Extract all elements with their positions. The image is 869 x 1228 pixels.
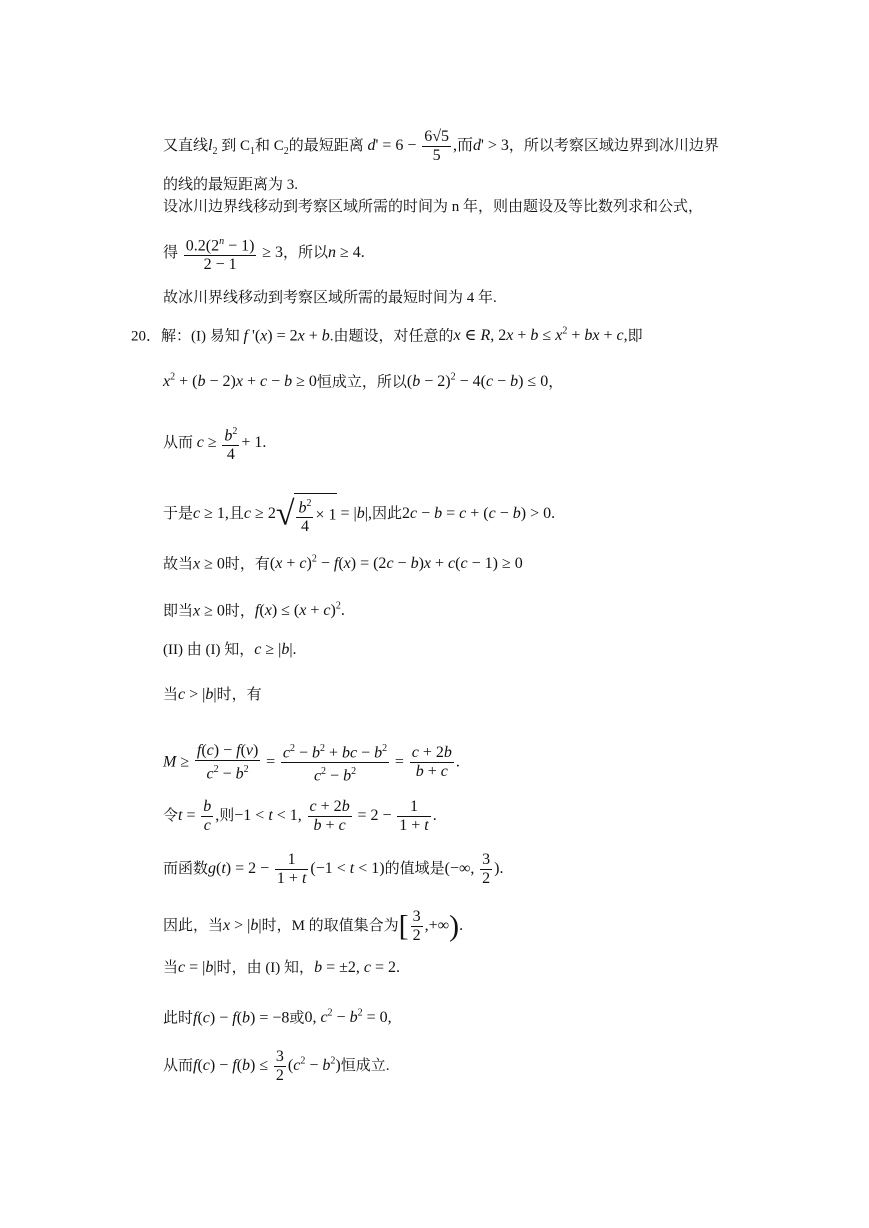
line-15: 令t = $\frac{b}{c}$ ,则−1 < t < 1, $\frac{c + 2b}{b + c}$ = 2 − $\frac{1}{1 + t}$ .: [163, 798, 437, 834]
math-formula: c = |b|: [178, 959, 217, 976]
math-formula: ,+∞: [424, 916, 450, 934]
math-formula: x ≥ 0: [193, 602, 225, 620]
text-segment: 故冰川界线移动到考察区域所需的最短时间为 4 年.: [163, 290, 497, 306]
math-formula: f(c) − f(b) ≤: [193, 1056, 269, 1074]
math-formula: −1 < t < 1,: [234, 806, 302, 824]
math-bracket: ): [449, 909, 460, 943]
text-segment: 即当: [163, 603, 194, 620]
math-fraction: $\frac{f(c) - f(v)}{c^2 - b^2}$: [196, 742, 259, 783]
math-formula: c > |b|: [178, 686, 217, 703]
math-fraction: $\frac{c + 2b}{b + c}$: [411, 744, 452, 781]
text-segment: 而函数: [163, 860, 209, 877]
text-segment: 此时: [163, 1010, 194, 1027]
line-1: [163, 128, 719, 165]
line-16: 而函数g(t) = 2 − $\frac{1}{1 + t}$ (−1 < t < 1)的值域是(−∞, $\frac{3}{2}$ ).: [163, 851, 504, 887]
text-segment: 于是: [163, 506, 194, 523]
text-segment: 时，由 (I) 知，: [216, 960, 315, 976]
line-7: $x^2 + (b - 2)x + c - b \ge 0$恒成立，所以$(b - 2)^2 - 4(c - b) \le 0$，: [163, 372, 564, 391]
math-fraction: $\frac{b}{c}$: [203, 798, 212, 834]
text-segment: 当: [163, 687, 179, 703]
text-segment: 恒成立，所以: [316, 374, 407, 391]
math-formula: x ≥ 0: [193, 555, 225, 573]
line-6: [131, 322, 643, 346]
text-segment: 和 C: [254, 137, 284, 154]
math-fraction: $\frac{3}{2}$: [412, 908, 421, 944]
line-8: [163, 423, 266, 464]
math-formula: b = ±2, c = 2.: [314, 959, 401, 976]
math-formula: =: [266, 753, 276, 771]
line-9: [163, 493, 555, 536]
math-fraction: $\frac{1}{1 + t}$: [399, 798, 429, 834]
text-segment: 设冰川边界线移动到考察区域所需的时间为 n 年，则由题设及等比数列求和公式，: [163, 199, 704, 215]
text-segment: 则: [219, 807, 235, 824]
math-formula: $(b - 2)^2 - 4(c - b) \le 0$: [406, 372, 549, 391]
text-segment: 即: [627, 328, 643, 345]
text-segment: 时，M 的取值集合为: [261, 917, 399, 934]
line-13: [163, 685, 262, 705]
math-formula: c ≥ |b|.: [254, 641, 297, 658]
math-formula: $(x + c)^2 - f(x) = (2c - b)x + c(c - 1) \ge 0$: [269, 554, 523, 573]
line-3: [163, 197, 703, 217]
math-formula: (−∞,: [444, 859, 475, 877]
text-segment: ，所以考察区域边界到冰川边界: [508, 137, 719, 154]
text-segment: 的最短距离: [288, 137, 364, 154]
text-segment: 得: [163, 245, 179, 262]
math-fraction: $\frac{b^2}{4}$: [222, 423, 239, 464]
text-segment: 当: [163, 960, 179, 976]
math-sub: 1: [249, 145, 255, 157]
line-18: [163, 958, 400, 978]
line-17: 因此，当x > |b|时，M 的取值集合为[ $\frac{3}{2}$ ,+∞).: [163, 908, 464, 944]
text-segment: 因此: [371, 506, 402, 523]
line-12: [163, 640, 297, 660]
text-segment: 从而: [163, 435, 194, 452]
math-formula: f(c) − f(b) = −8: [193, 1009, 290, 1027]
text-segment: 时，: [224, 603, 255, 620]
text-segment: 恒成立.: [340, 1057, 390, 1074]
math-formula: g(t) = 2 −: [208, 859, 270, 877]
math-fraction: $\frac{3}{2}$: [275, 1048, 284, 1084]
line-19: [163, 1004, 392, 1028]
text-segment: 或: [289, 1010, 305, 1027]
text-segment: 到 C: [221, 137, 250, 154]
math-formula: n ≥ 4.: [328, 244, 365, 262]
text-segment: 从而: [163, 1057, 194, 1074]
math-fraction: $\frac{3}{2}$: [482, 851, 491, 887]
math-formula: c ≥ 1,: [193, 505, 229, 523]
text-segment: 且: [228, 506, 244, 523]
math-formula: ≥ 3: [262, 244, 283, 262]
text-segment: (II) 由 (I) 知，: [163, 642, 255, 658]
math-fraction: $\frac{c^2 - b^2 + bc - b^2}{c^2 - b^2}$: [281, 740, 389, 786]
line-10: [163, 550, 523, 574]
math-fraction: $\frac{c + 2b}{b + c}$: [309, 798, 350, 834]
math-formula: + 1.: [241, 434, 267, 452]
line-11: [163, 597, 345, 621]
text-segment: 的线的最短距离为 3.: [163, 177, 299, 193]
math-fraction: $\frac{0.2(2^n - 1)}{2 - 1}$: [184, 233, 257, 274]
text-segment: 故当: [163, 556, 194, 573]
math-formula: = |b|,: [336, 505, 372, 523]
text-segment: 时，有: [216, 687, 262, 703]
line-4: [163, 233, 365, 274]
line-2: [163, 175, 298, 195]
math-formula: $f(x) \le (x + c)^2$.: [254, 601, 345, 620]
math-formula: ,而d' > 3: [452, 136, 509, 154]
math-fraction: $\frac{6√5}{5}$: [424, 128, 449, 164]
math-formula: M ≥: [163, 753, 190, 771]
math-formula: (−1 < t < 1): [310, 859, 385, 877]
math-formula: f '(x) = 2x + b: [243, 327, 330, 345]
text-segment: 因此，当: [163, 917, 224, 934]
text-segment: 的值域是: [384, 860, 445, 877]
math-formula: $(c^2 - b^2)$: [287, 1055, 341, 1074]
text-segment: ，所以: [282, 245, 328, 262]
math-formula: =: [394, 753, 404, 771]
math-formula: = 2 −: [357, 806, 392, 824]
math-formula: $x^2 + (b - 2)x + c - b \ge 0$: [163, 372, 317, 391]
line-5: [163, 288, 497, 308]
math-sub: 2: [212, 145, 218, 157]
text-segment: 令: [163, 807, 179, 824]
math-bracket: [: [398, 909, 409, 943]
math-formula: x > |b|: [223, 916, 262, 934]
math-formula: t =: [178, 806, 196, 824]
text-segment: 时，有: [224, 556, 270, 573]
text-segment: 又直线: [163, 137, 209, 154]
math-formula: c ≥: [196, 434, 217, 452]
line-20: [163, 1048, 389, 1085]
text-segment: .由题设，对任意的: [329, 328, 454, 345]
math-formula: 2c − b = c + (c − b) > 0.: [401, 505, 556, 523]
text-segment: 20．解：(I) 易知: [131, 328, 240, 345]
math-formula: x ∈ R, $2x + b \le x^2$ + bx + c,: [453, 326, 628, 345]
math-fraction: $\frac{1}{1 + t}$: [276, 851, 307, 887]
math-formula: c ≥ 2: [243, 505, 276, 523]
math-sub: 2: [283, 145, 289, 157]
math-sqrt: √ $\frac{b^2}{4}$ × 1: [276, 493, 337, 536]
line-14: M ≥ $\frac{f(c) - f(v)}{c^2 - b^2}$ = $\frac{c^2 - b^2 + bc - b^2}{c^2 - b^2}$ = $\frac{c + 2b}{b + c}$ .: [163, 740, 460, 786]
math-formula: d' = 6 −: [367, 136, 417, 154]
math-formula: 0, $c^2 - b^2 = 0$,: [304, 1008, 392, 1027]
math-l2: l: [208, 136, 213, 154]
